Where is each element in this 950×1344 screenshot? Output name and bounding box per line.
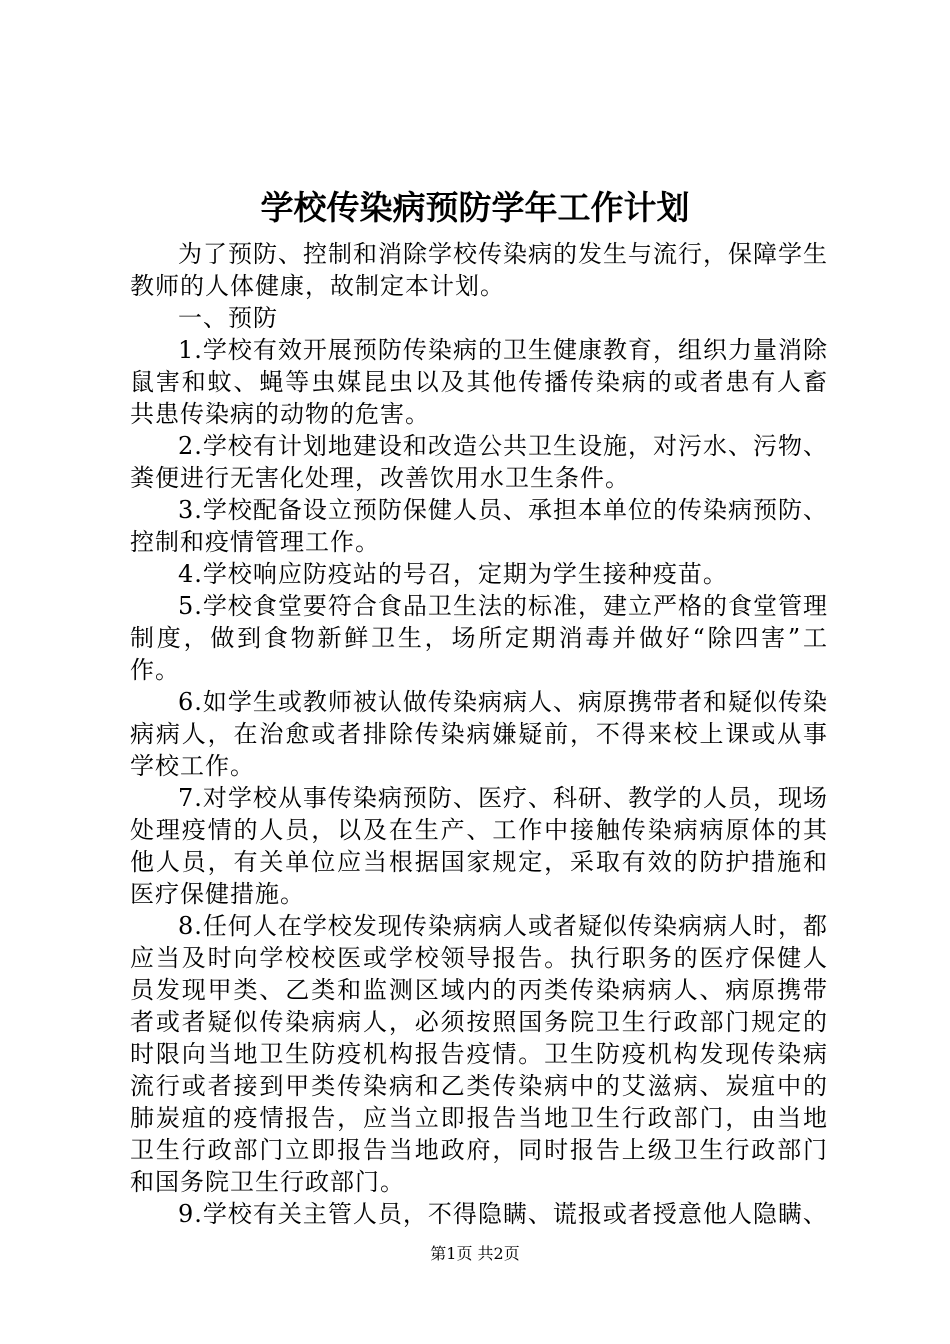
document-title: 学校传染病预防学年工作计划 xyxy=(260,188,690,227)
intro-paragraph: 为了预防、控制和消除学校传染病的发生与流行，保障学生教师的人体健康，故制定本计划。 xyxy=(130,240,828,300)
item-paragraph-4: 4.学校响应防疫站的号召，定期为学生接种疫苗。 xyxy=(178,560,728,588)
item-paragraph-2: 2.学校有计划地建设和改造公共卫生设施，对污水、污物、粪便进行无害化处理，改善饮用水卫生条件。 xyxy=(130,432,828,492)
item-paragraph-6: 6.如学生或教师被认做传染病病人、病原携带者和疑似传染病病人，在治愈或者排除传染病嫌疑前，不得来校上课或从事学校工作。 xyxy=(130,688,828,780)
section-heading-prevention: 一、预防 xyxy=(178,304,278,332)
item-paragraph-7: 7.对学校从事传染病预防、医疗、科研、教学的人员，现场处理疫情的人员，以及在生产、工作中接触传染病病原体的其他人员，有关单位应当根据国家规定，采取有效的防护措施和医疗保健措施。 xyxy=(130,784,828,908)
document-body xyxy=(130,238,828,1230)
item-paragraph-8: 8.任何人在学校发现传染病病人或者疑似传染病病人时，都应当及时向学校校医或学校领导报告。执行职务的医疗保健人员发现甲类、乙类和监测区域内的丙类传染病病人、病原携带者或者疑似传染病病人，必须按照国务院卫生行政部门规定的时限向当地卫生防疫机构报告疫情。卫生防疫机构发现传染病流行或者接到甲类传染病和乙类传染病中的艾滋病、炭疽中的肺炭疽的疫情报告，应当立即报告当地卫生行政部门，由当地卫生行政部门立即报告当地政府，同时报告上级卫生行政部门和国务院卫生行政部门。 xyxy=(130,912,828,1196)
item-paragraph-1: 1.学校有效开展预防传染病的卫生健康教育，组织力量消除鼠害和蚊、蝇等虫媒昆虫以及其他传播传染病的或者患有人畜共患传染病的动物的危害。 xyxy=(130,336,828,428)
item-paragraph-3: 3.学校配备设立预防保健人员、承担本单位的传染病预防、控制和疫情管理工作。 xyxy=(130,496,828,556)
page-number-footer: 第1页 共2页 xyxy=(430,1244,520,1263)
item-paragraph-5: 5.学校食堂要符合食品卫生法的标准，建立严格的食堂管理制度，做到食物新鲜卫生，场所定期消毒并做好“除四害”工作。 xyxy=(130,592,828,684)
item-paragraph-9: 9.学校有关主管人员，不得隐瞒、谎报或者授意他人隐瞒、 xyxy=(178,1200,828,1228)
